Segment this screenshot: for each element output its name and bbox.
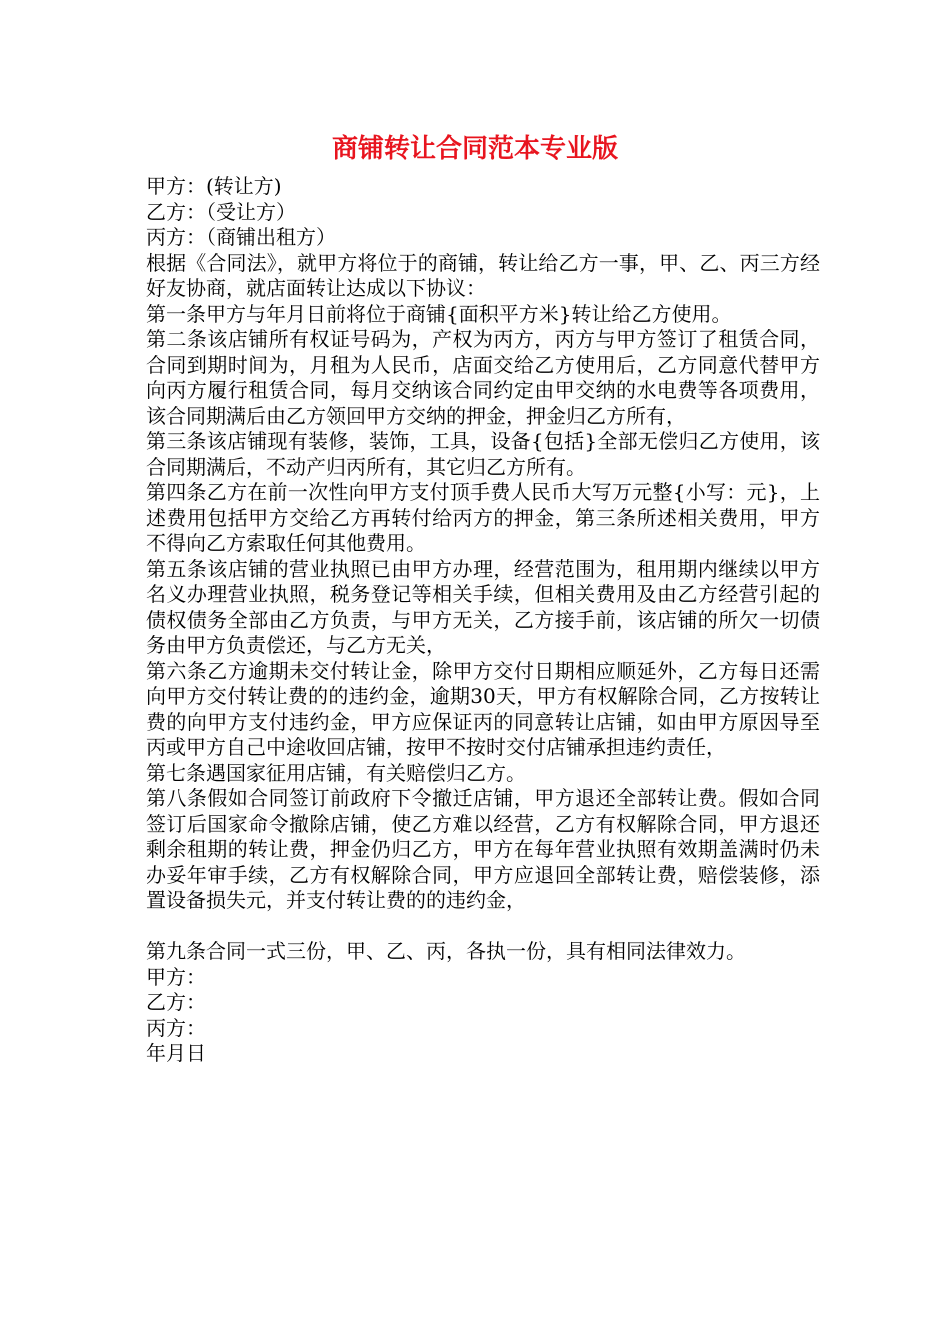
document-body xyxy=(146,174,820,1067)
clause-7: 第七条遇国家征用店铺，有关赔偿归乙方。 xyxy=(146,760,526,785)
clause-1: 第一条甲方与年月日前将位于商铺{面积平方米}转让给乙方使用。 xyxy=(146,301,732,326)
clause-9: 第九条合同一式三份，甲、乙、丙，各执一份，具有相同法律效力。 xyxy=(146,939,746,963)
clause-3: 第三条该店铺现有装修，装饰，工具，设备{包括}全部无偿归乙方使用，该合同期满后，不动产归丙所有，其它归乙方所有。 xyxy=(146,429,820,479)
party-b-line: 乙方：（受让方） xyxy=(146,199,296,224)
signature-party-c: 丙方： xyxy=(146,1015,206,1040)
signature-date: 年月日 xyxy=(146,1041,206,1065)
signature-party-b: 乙方： xyxy=(146,990,206,1014)
party-a-line: 甲方：(转让方) xyxy=(146,174,282,198)
clause-6: 第六条乙方逾期未交付转让金，除甲方交付日期相应顺延外，乙方每日还需向甲方交付转让费的的违约金，逾期30天，甲方有权解除合同，乙方按转让费的向甲方支付违约金，甲方应保证丙的同意转让店铺，如由甲方原因导至丙或甲方自己中途收回店铺，按甲不按时交付店铺承担违约责任， xyxy=(146,658,820,759)
document-title: 商铺转让合同范本专业版 xyxy=(331,134,618,164)
preamble-paragraph: 根据《合同法》，就甲方将位于的商铺，转让给乙方一事，甲、乙、丙三方经好友协商，就店面转让达成以下协议： xyxy=(146,250,820,300)
clause-5: 第五条该店铺的营业执照已由甲方办理，经营范围为，租用期内继续以甲方名义办理营业执照，税务登记等相关手续，但相关费用及由乙方经营引起的债权债务全部由乙方负责，与甲方无关，乙方接手前，该店铺的所欠一切债务由甲方负责偿还，与乙方无关， xyxy=(146,556,820,657)
blank-line xyxy=(146,914,820,940)
clause-2: 第二条该店铺所有权证号码为，产权为丙方，丙方与甲方签订了租赁合同，合同到期时间为，月租为人民币，店面交给乙方使用后，乙方同意代替甲方向丙方履行租赁合同，每月交纳该合同约定由甲交纳的水电费等各项费用，该合同期满后由乙方领回甲方交纳的押金，押金归乙方所有， xyxy=(146,327,820,428)
party-c-line: 丙方：（商铺出租方） xyxy=(146,225,336,249)
clause-4: 第四条乙方在前一次性向甲方支付顶手费人民币大写万元整{小写：元}，上述费用包括甲方交给乙方再转付给丙方的押金，第三条所述相关费用，甲方不得向乙方索取任何其他费用。 xyxy=(146,480,820,555)
clause-8: 第八条假如合同签订前政府下令撤迁店铺，甲方退还全部转让费。假如合同签订后国家命令撤除店铺，使乙方难以经营，乙方有权解除合同，甲方退还剩余租期的转让费，押金仍归乙方，甲方在每年营业执照有效期盖满时仍未办妥年审手续，乙方有权解除合同，甲方应退回全部转让费，赔偿装修，添置设备损失元，并支付转让费的的违约金， xyxy=(146,786,820,912)
signature-party-a: 甲方： xyxy=(146,964,206,989)
